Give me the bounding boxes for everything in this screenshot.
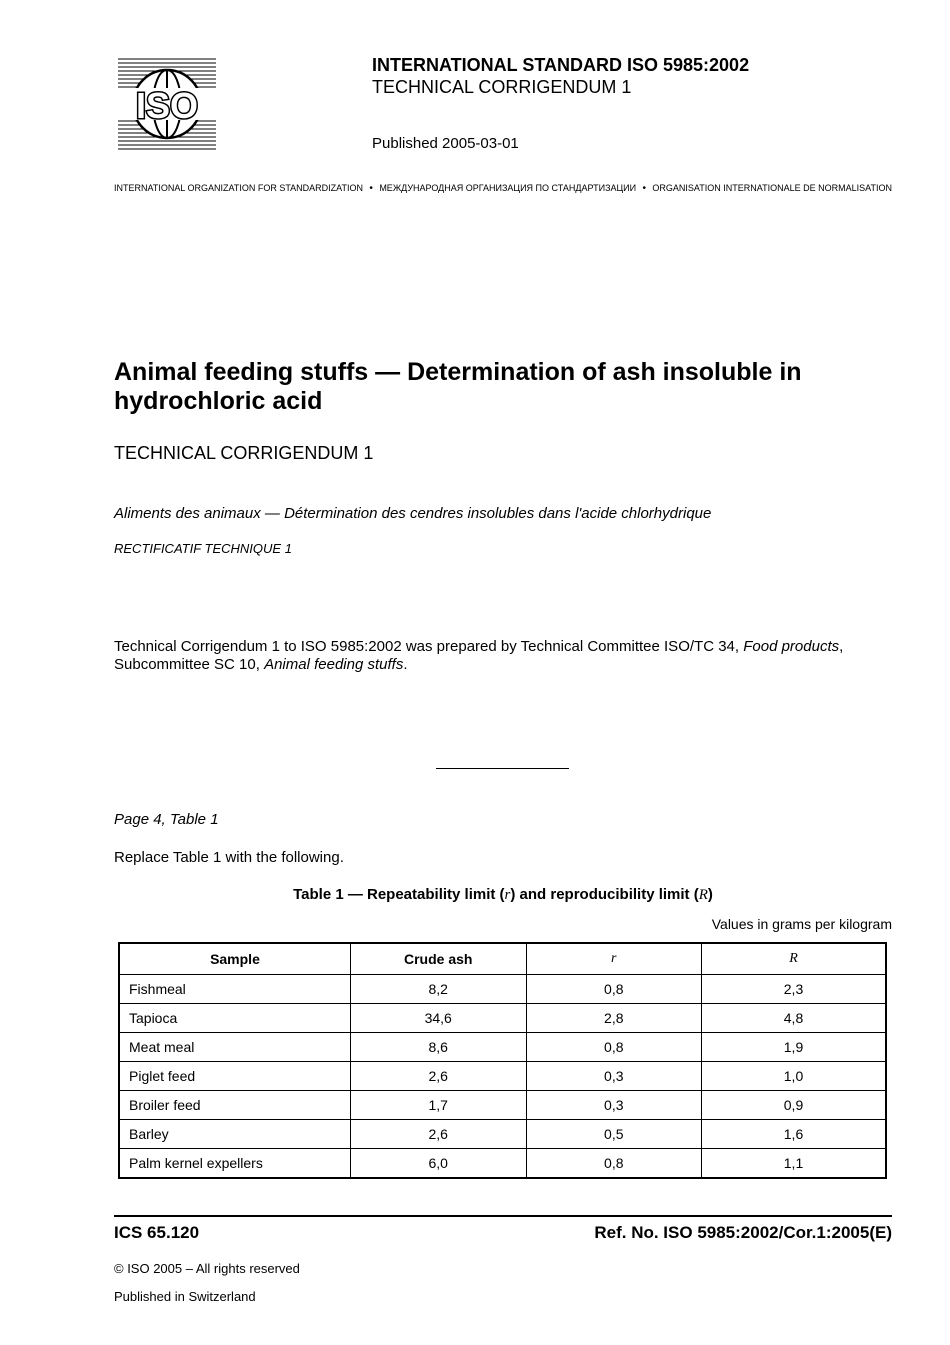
french-corrigendum: RECTIFICATIF TECHNIQUE 1 <box>114 541 292 556</box>
cell-r: 0,3 <box>526 1091 702 1120</box>
table-row <box>119 975 886 1004</box>
foreword-text: Technical Corrigendum 1 to ISO 5985:2002 was prepared by Technical Committee ISO/TC 34, <box>114 638 744 655</box>
caption-text: ) <box>707 886 713 903</box>
table-row <box>119 1033 886 1062</box>
iso-logo <box>118 57 216 151</box>
cell-crude-ash: 1,7 <box>350 1091 526 1120</box>
published-in: Published in Switzerland <box>114 1289 256 1304</box>
header-repeatability: r <box>526 943 702 975</box>
footer-rule <box>114 1215 892 1217</box>
org-name-russian: МЕЖДУНАРОДНАЯ ОРГАНИЗАЦИЯ ПО СТАНДАРТИЗАЦИИ <box>379 183 637 193</box>
table-row <box>119 1120 886 1149</box>
ics-code: ICS 65.120 <box>114 1223 200 1242</box>
table-row <box>119 1149 886 1179</box>
published-date: Published 2005-03-01 <box>372 135 519 152</box>
table-caption <box>114 886 892 904</box>
header-sample: Sample <box>119 943 350 975</box>
cell-sample: Barley <box>119 1120 350 1149</box>
bullet-separator: • <box>369 183 373 194</box>
table-row <box>119 1091 886 1120</box>
foreword-text: , Subcommittee SC 10, <box>114 638 844 673</box>
cell-sample: Broiler feed <box>119 1091 350 1120</box>
cell-R: 4,8 <box>702 1004 886 1033</box>
bullet-separator: • <box>642 183 647 194</box>
cell-R: 1,6 <box>702 1120 886 1149</box>
caption-symbol-R: R <box>698 887 708 903</box>
section-divider <box>436 768 569 769</box>
cell-r: 0,8 <box>526 1033 702 1062</box>
document-title: Animal feeding stuffs — Determination of ash insoluble in hydrochloric acid <box>114 358 802 415</box>
corrigendum-label: TECHNICAL CORRIGENDUM 1 <box>372 77 632 97</box>
cell-sample: Meat meal <box>119 1033 350 1062</box>
cell-crude-ash: 2,6 <box>350 1120 526 1149</box>
cell-crude-ash: 34,6 <box>350 1004 526 1033</box>
cell-R: 2,3 <box>702 975 886 1004</box>
subcommittee-name: Animal feeding stuffs <box>264 656 404 673</box>
caption-text: ) and reproducibility limit ( <box>510 886 699 903</box>
reference-number: Ref. No. ISO 5985:2002/Cor.1:2005(E) <box>594 1223 892 1242</box>
table-header-row <box>119 943 886 975</box>
cell-crude-ash: 2,6 <box>350 1062 526 1091</box>
cell-sample: Palm kernel expellers <box>119 1149 350 1179</box>
cell-r: 0,3 <box>526 1062 702 1091</box>
cell-crude-ash: 8,2 <box>350 975 526 1004</box>
cell-r: 2,8 <box>526 1004 702 1033</box>
table-row <box>119 1062 886 1091</box>
cell-R: 1,0 <box>702 1062 886 1091</box>
cell-R: 1,9 <box>702 1033 886 1062</box>
standard-title: INTERNATIONAL STANDARD ISO 5985:2002 <box>372 55 750 75</box>
caption-text: Table 1 — Repeatability limit ( <box>293 886 505 903</box>
header-crude-ash: Crude ash <box>350 943 526 975</box>
french-title: Aliments des animaux — Détermination des cendres insolubles dans l'acide chlorhydrique <box>114 505 712 522</box>
cell-r: 0,5 <box>526 1120 702 1149</box>
table-row <box>119 1004 886 1033</box>
foreword-text: . <box>403 656 408 673</box>
cell-R: 1,1 <box>702 1149 886 1179</box>
page-reference: Page 4, Table 1 <box>114 811 219 828</box>
svg-text:ISO: ISO <box>135 85 199 126</box>
cell-crude-ash: 6,0 <box>350 1149 526 1179</box>
data-table <box>118 942 887 1179</box>
header-reproducibility: R <box>702 943 886 975</box>
org-name-french: ORGANISATION INTERNATIONALE DE NORMALISATION <box>652 183 892 193</box>
document-corrigendum: TECHNICAL CORRIGENDUM 1 <box>114 443 374 463</box>
cell-R: 0,9 <box>702 1091 886 1120</box>
cell-crude-ash: 8,6 <box>350 1033 526 1062</box>
copyright-notice: © ISO 2005 – All rights reserved <box>114 1261 300 1276</box>
table-units: Values in grams per kilogram <box>711 916 892 932</box>
cell-sample: Tapioca <box>119 1004 350 1033</box>
cell-r: 0,8 <box>526 1149 702 1179</box>
caption-symbol-r: r <box>504 887 511 903</box>
cell-sample: Fishmeal <box>119 975 350 1004</box>
replace-instruction: Replace Table 1 with the following. <box>114 849 344 866</box>
foreword-paragraph <box>114 638 904 674</box>
cell-sample: Piglet feed <box>119 1062 350 1091</box>
org-name-english: INTERNATIONAL ORGANIZATION FOR STANDARDIZATION <box>114 183 364 193</box>
committee-name: Food products <box>743 638 840 655</box>
organization-line <box>114 183 892 194</box>
cell-r: 0,8 <box>526 975 702 1004</box>
